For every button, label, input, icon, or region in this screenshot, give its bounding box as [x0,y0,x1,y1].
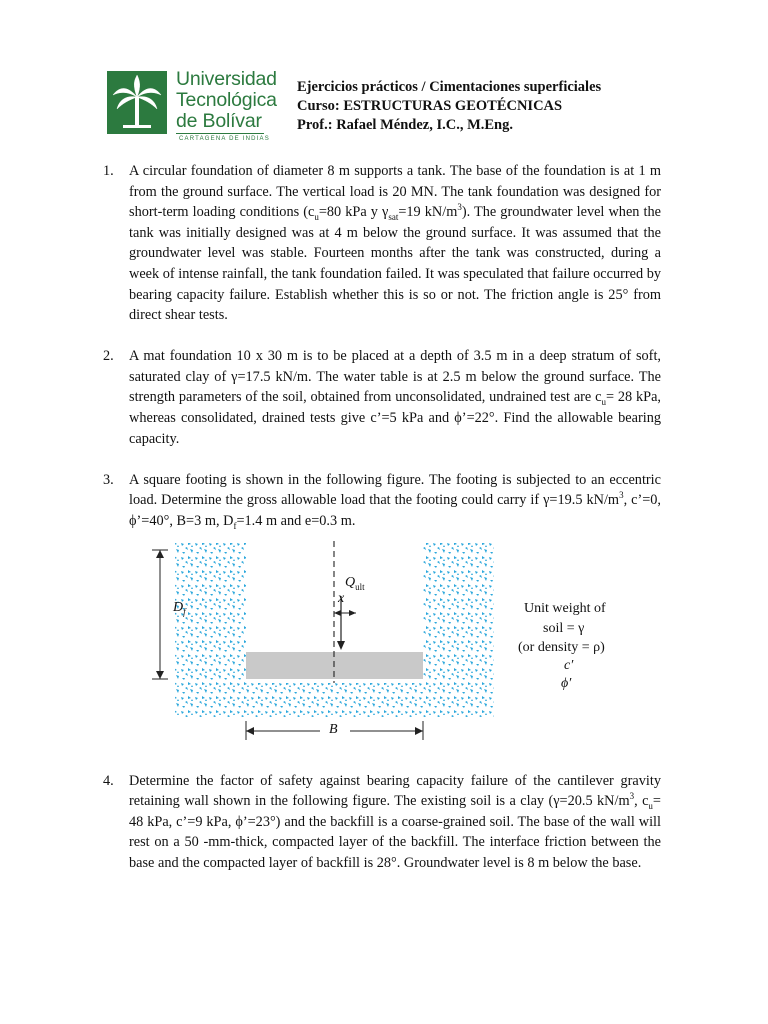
logo-line-1: Universidad [176,68,277,90]
b-label: B [329,721,338,737]
exercise-list [103,161,661,894]
logo-line-3: de Bolívar [176,110,262,132]
document-header [297,78,601,135]
header-course: Curso: ESTRUCTURAS GEOTÉCNICAS [297,98,563,114]
header-title: Ejercicios prácticos / Cimentaciones superficiales [297,79,602,95]
exercise-number: 3. [103,471,114,488]
exercise-1 [103,161,661,326]
palm-tree-icon [107,71,167,134]
df-label: $D_f$ [173,599,186,617]
exercise-number: 1. [103,163,114,179]
c-prime-label: c′ [564,657,574,673]
x-label: x [338,590,345,606]
university-name [176,69,277,132]
university-logo [107,68,277,146]
exercise-number: 2. [103,348,114,365]
exercise-text: A square footing is shown in the following figure. The footing is subjected to an eccentric load. Determine the gross allowable load that the footing could carry if γ=19.5 $kN/m^3$, c’=0, ϕ’=40°, B=3 m, $D_f=1.4$ m and e=0.3 m. [129,471,662,531]
q-ult-label: $Q_{ult}$ [345,574,365,592]
exercise-2 [103,346,661,449]
phi-prime-label: ϕ′ [561,675,572,691]
unit-weight-line-3: (or density = ρ) [518,639,605,655]
exercise-text: A circular foundation of diameter 8 m supports a tank. The base of the foundation is at 1 m from the ground surface. The vertical load is 20 MN. The tank foundation was designed for short-term loading conditions ($c_u=80$ kPa y $\gamma_{sat}=19$ $kN/m^3$). The groundwater level when the tank was initially designed was at 4 m below the ground surface. It was assumed that the groundwater level was stable. Fourteen months after the tank was constructed, during a week of intense rainfall, the tank foundation failed. It was speculated that failure occurred by bearing capacity failure. Establish whether this is so or not. The friction angle is 25° from direct shear tests. [129,163,661,324]
exercise-text: Determine the factor of safety against bearing capacity failure of the cantilever gravity retaining wall shown in the following figure. The existing soil is a clay (γ=20.5 $kN/m^3$, $c_u= 48$ kPa, c’=9 kPa, ϕ’=23°) and the backfill is a coarse-grained soil. The base of the wall will rest on a 50 -mm-thick, compacted layer of the backfill. The interface friction between the base and the compacted layer of backfill is 28°. Groundwater level is 8 m below the base. [129,772,661,871]
exercise-4 [103,771,661,874]
unit-weight-line-2: soil = γ [543,620,585,636]
footing-figure [152,541,606,747]
logo-line-2: Tecnológica [176,89,277,111]
logo-subtitle: CARTAGENA DE INDIAS [179,136,270,142]
exercise-3 [103,470,661,532]
exercise-text: A mat foundation 10 x 30 m is to be placed at a depth of 3.5 m in a deep stratum of soft, saturated clay of γ=17.5 kN/m. The water table is at 2.5 m below the ground surface. The strength parameters of the soil, obtained from unconsolidated, undrained test are $c_u= 28$ kPa, whereas consolidated, drained tests give c’=5 kPa and ϕ’=22°. Find the allowable bearing capacity. [129,348,661,447]
exercise-number: 4. [103,772,114,789]
logo-divider [176,133,264,134]
unit-weight-line-1: Unit weight of [524,600,606,616]
header-professor: Prof.: Rafael Méndez, I.C., M.Eng. [297,117,513,133]
